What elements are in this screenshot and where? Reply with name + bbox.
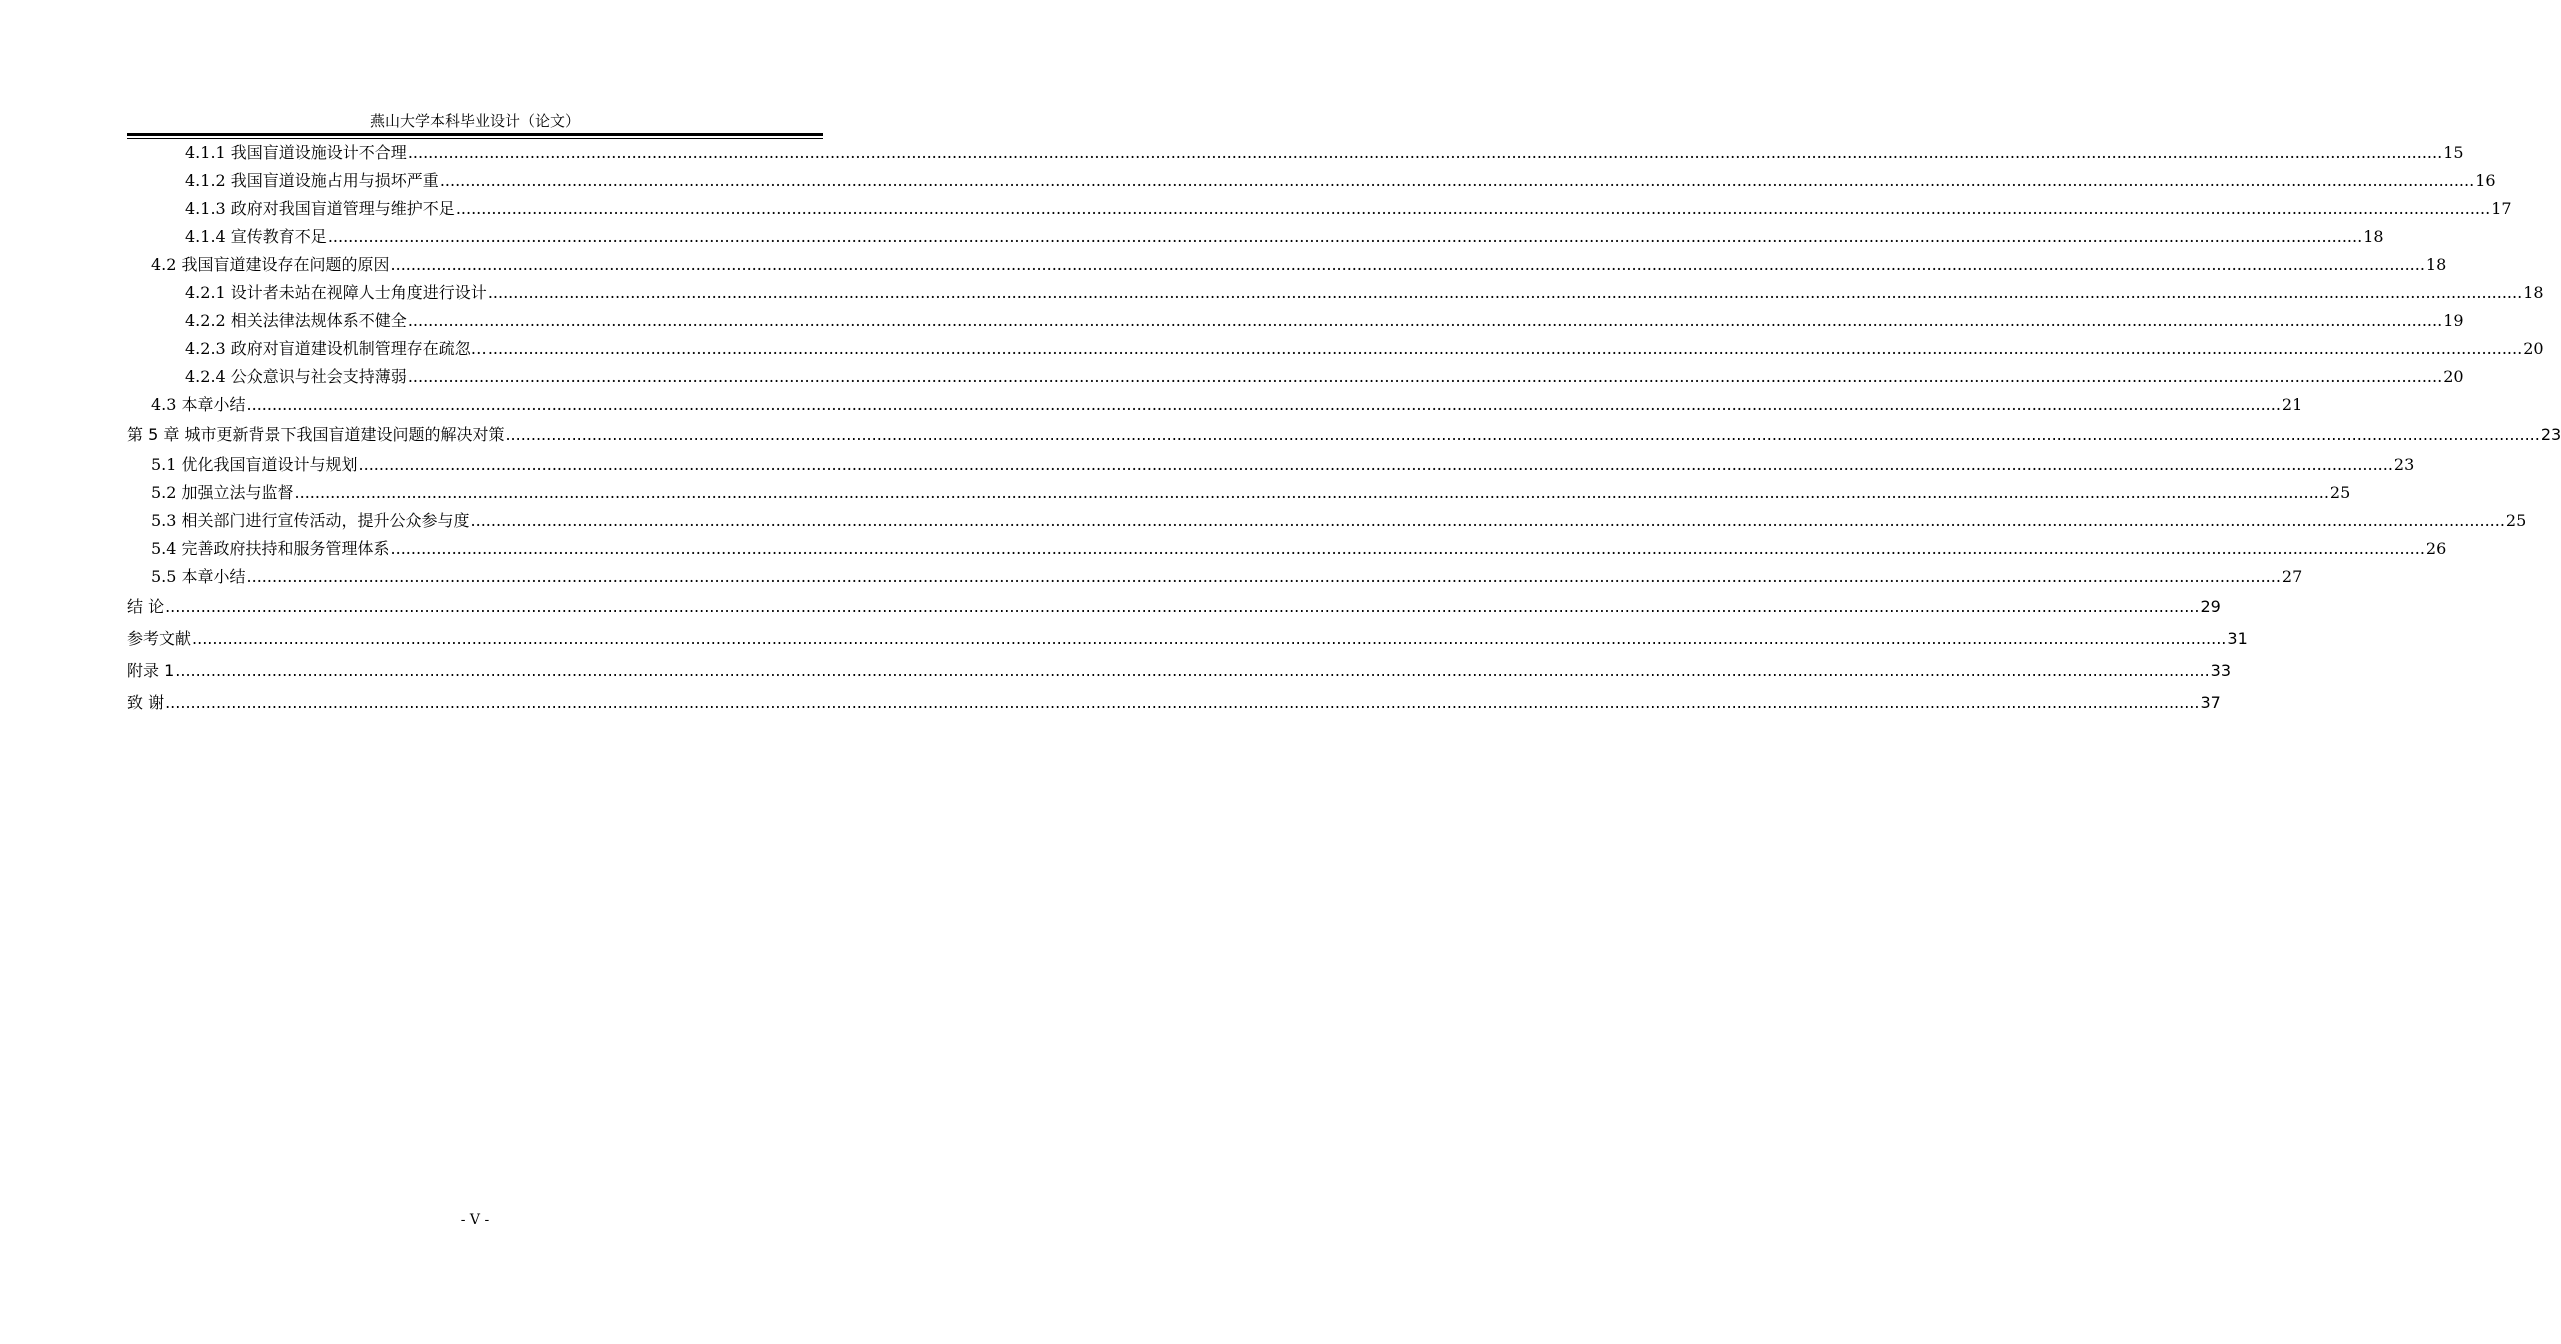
toc-entry-label: 4.2 我国盲道建设存在问题的原因: [151, 255, 390, 274]
toc-entry-label: 4.1.1 我国盲道设施设计不合理: [185, 143, 407, 162]
toc-chapter-entry[interactable]: [127, 655, 2232, 687]
toc-entry-label: 4.2.1 设计者未站在视障人士角度进行设计: [185, 283, 487, 302]
toc-dot-leader: ................................................................................................................................................................................................................................................................................................................................................................................................................: [358, 455, 2393, 474]
toc-entry-label: 4.3 本章小结: [151, 395, 246, 414]
toc-dot-leader: ................................................................................................................................................................................................................................................................................................................................................................................................................: [407, 367, 2443, 386]
toc-entry-label: 5.2 加强立法与监督: [151, 483, 294, 502]
toc-dot-leader: ................................................................................................................................................................................................................................................................................................................................................................................................................: [439, 171, 2475, 190]
toc-entry-page: 19: [2443, 311, 2464, 330]
toc-dot-leader: ................................................................................................................................................................................................................................................................................................................................................................................................................: [470, 511, 2505, 530]
toc-entry-label: 4.1.3 政府对我国盲道管理与维护不足: [185, 199, 455, 218]
toc-entry-label: 4.1.2 我国盲道设施占用与损坏严重: [185, 171, 439, 190]
toc-dot-leader: ................................................................................................................................................................................................................................................................................................................................................................................................................: [390, 539, 2425, 558]
toc-entry[interactable]: [127, 223, 2384, 251]
toc-entry-page: 23: [2540, 425, 2561, 444]
toc-dot-leader: ................................................................................................................................................................................................................................................................................................................................................................................................................: [390, 255, 2425, 274]
toc-entry-label: 4.1.4 宣传教育不足: [185, 227, 327, 246]
toc-entry[interactable]: [127, 167, 2496, 195]
toc-dot-leader: ................................................................................................................................................................................................................................................................................................................................................................................................................: [505, 425, 2540, 444]
toc-entry[interactable]: [127, 139, 2464, 167]
toc-entry-page: 17: [2491, 199, 2512, 218]
toc-dot-leader: ................................................................................................................................................................................................................................................................................................................................................................................................................: [175, 661, 2210, 680]
toc-entry-label: 5.3 相关部门进行宣传活动，提升公众参与度: [151, 511, 470, 530]
toc-entry-label: 附录 1: [127, 661, 175, 680]
toc-entry[interactable]: [127, 479, 2351, 507]
toc-entry-page: 21: [2281, 395, 2303, 414]
toc-dot-leader: ................................................................................................................................................................................................................................................................................................................................................................................................................: [294, 483, 2329, 502]
toc-chapter-entry[interactable]: [127, 419, 2561, 451]
toc-entry-page: 37: [2200, 693, 2221, 712]
toc-entry-page: 25: [2505, 511, 2527, 530]
toc-entry[interactable]: [127, 507, 2527, 535]
toc-entry-page: 23: [2393, 455, 2415, 474]
toc-entry-page: 25: [2329, 483, 2351, 502]
toc-dot-leader: ................................................................................................................................................................................................................................................................................................................................................................................................................: [407, 143, 2443, 162]
toc-entry-page: 26: [2425, 539, 2447, 558]
toc-entry-page: 18: [2363, 227, 2384, 246]
toc-entry-page: 20: [2443, 367, 2464, 386]
toc-entry[interactable]: [127, 535, 2447, 563]
toc-entry-label: 4.2.2 相关法律法规体系不健全: [185, 311, 407, 330]
header-rule-thick: [127, 133, 823, 136]
toc-entry-page: 18: [2425, 255, 2447, 274]
toc-dot-leader: ................................................................................................................................................................................................................................................................................................................................................................................................................: [246, 395, 2281, 414]
table-of-contents: [127, 139, 2561, 719]
toc-entry-page: 16: [2475, 171, 2496, 190]
toc-entry[interactable]: [127, 251, 2447, 279]
toc-entry-page: 33: [2210, 661, 2232, 680]
toc-entry-label: 5.1 优化我国盲道设计与规划: [151, 455, 358, 474]
toc-entry[interactable]: [127, 279, 2544, 307]
page-number: - V -: [460, 1212, 490, 1228]
toc-dot-leader: ................................................................................................................................................................................................................................................................................................................................................................................................................: [487, 339, 2523, 358]
toc-entry-page: 31: [2227, 629, 2248, 648]
running-header: 燕山大学本科毕业设计（论文）: [369, 112, 580, 130]
toc-entry-label: 4.2.3 政府对盲道建设机制管理存在疏忽…: [185, 339, 487, 358]
toc-entry-page: 15: [2443, 143, 2464, 162]
toc-entry-label: 5.5 本章小结: [151, 567, 246, 586]
toc-entry[interactable]: [127, 307, 2464, 335]
toc-dot-leader: ................................................................................................................................................................................................................................................................................................................................................................................................................: [487, 283, 2523, 302]
toc-dot-leader: ................................................................................................................................................................................................................................................................................................................................................................................................................: [455, 199, 2491, 218]
toc-entry[interactable]: [127, 563, 2303, 591]
toc-entry-label: 5.4 完善政府扶持和服务管理体系: [151, 539, 390, 558]
toc-entry-label: 第 5 章 城市更新背景下我国盲道建设问题的解决对策: [127, 425, 505, 444]
toc-entry[interactable]: [127, 451, 2415, 479]
toc-chapter-entry[interactable]: [127, 623, 2248, 655]
toc-entry[interactable]: [127, 195, 2512, 223]
toc-dot-leader: ................................................................................................................................................................................................................................................................................................................................................................................................................: [246, 567, 2281, 586]
toc-dot-leader: ................................................................................................................................................................................................................................................................................................................................................................................................................: [407, 311, 2443, 330]
toc-entry[interactable]: [127, 363, 2464, 391]
toc-entry-page: 29: [2200, 597, 2221, 616]
toc-entry-page: 27: [2281, 567, 2303, 586]
toc-entry-label: 结 论: [127, 597, 165, 616]
toc-chapter-entry[interactable]: [127, 591, 2221, 623]
toc-entry[interactable]: [127, 335, 2544, 363]
toc-entry-label: 参考文献: [127, 629, 192, 648]
toc-chapter-entry[interactable]: [127, 687, 2221, 719]
toc-entry-label: 致 谢: [127, 693, 165, 712]
toc-dot-leader: ................................................................................................................................................................................................................................................................................................................................................................................................................: [192, 629, 2227, 648]
toc-dot-leader: ................................................................................................................................................................................................................................................................................................................................................................................................................: [327, 227, 2363, 246]
toc-entry-page: 20: [2523, 339, 2544, 358]
toc-entry-label: 4.2.4 公众意识与社会支持薄弱: [185, 367, 407, 386]
toc-entry-page: 18: [2523, 283, 2544, 302]
toc-dot-leader: ................................................................................................................................................................................................................................................................................................................................................................................................................: [165, 597, 2200, 616]
toc-dot-leader: ................................................................................................................................................................................................................................................................................................................................................................................................................: [165, 693, 2200, 712]
toc-entry[interactable]: [127, 391, 2303, 419]
